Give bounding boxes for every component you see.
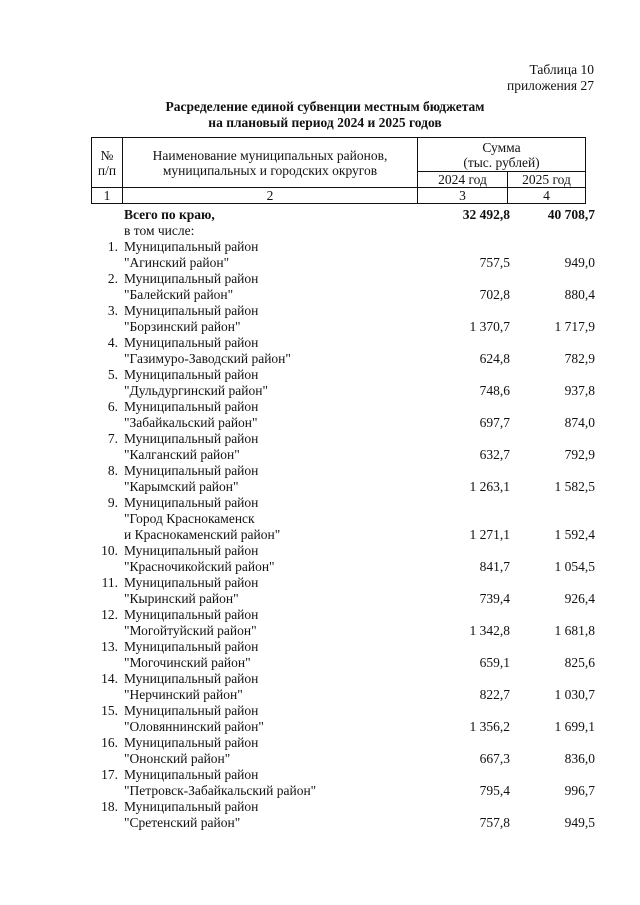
value-2025: 792,9 xyxy=(564,447,595,462)
title-line-2: на плановый период 2024 и 2025 годов xyxy=(208,115,442,130)
value-2025: 1 054,5 xyxy=(554,559,595,574)
document-title xyxy=(95,99,555,131)
value-2025: 825,6 xyxy=(564,655,595,670)
header-name: Наименование муниципальных районов, муниципальных и городских округов xyxy=(123,138,418,188)
row-number: 11. xyxy=(101,575,118,590)
header-2025: 2025 год xyxy=(508,172,586,188)
value-2024: 1 271,1 xyxy=(469,527,510,542)
district-name: Муниципальный район "Сретенский район" xyxy=(124,799,259,830)
district-name: Муниципальный район "Оловяннинский район" xyxy=(124,703,264,734)
header-index-4: 4 xyxy=(508,188,586,204)
value-2024: 748,6 xyxy=(479,383,510,398)
total-2024: 32 492,8 xyxy=(462,207,510,222)
value-2024: 624,8 xyxy=(479,351,510,366)
table-row xyxy=(91,543,596,575)
district-name: Муниципальный район "Красночикойский район" xyxy=(124,543,275,574)
row-number: 15. xyxy=(101,703,118,718)
value-2025: 782,9 xyxy=(564,351,595,366)
value-2024: 795,4 xyxy=(479,783,510,798)
district-name: Муниципальный район "Кыринский район" xyxy=(124,575,259,606)
district-name: Муниципальный район "Балейский район" xyxy=(124,271,259,302)
table-row xyxy=(91,767,596,799)
row-number: 7. xyxy=(107,431,118,446)
district-name: Муниципальный район "Газимуро-Заводский район" xyxy=(124,335,291,366)
value-2024: 1 356,2 xyxy=(469,719,510,734)
district-name: Муниципальный район "Могочинский район" xyxy=(124,639,259,670)
value-2025: 1 699,1 xyxy=(554,719,595,734)
row-number: 4. xyxy=(107,335,118,350)
table-row xyxy=(91,639,596,671)
total-2025: 40 708,7 xyxy=(547,207,595,222)
value-2025: 1 582,5 xyxy=(554,479,595,494)
value-2024: 659,1 xyxy=(479,655,510,670)
table-reference xyxy=(507,62,594,94)
value-2025: 1 717,9 xyxy=(554,319,595,334)
district-name: Муниципальный район "Калганский район" xyxy=(124,431,259,462)
table-row xyxy=(91,703,596,735)
table-row xyxy=(91,271,596,303)
district-name: Муниципальный район "Карымский район" xyxy=(124,463,259,494)
district-name: Муниципальный район "Петровск-Забайкальский район" xyxy=(124,767,317,798)
district-name: Муниципальный район "Ононский район" xyxy=(124,735,259,766)
table-row xyxy=(91,399,596,431)
row-number: 2. xyxy=(107,271,118,286)
including-label: в том числе: xyxy=(124,223,195,238)
value-2025: 1 681,8 xyxy=(554,623,595,638)
row-number: 8. xyxy=(107,463,118,478)
row-number: 3. xyxy=(107,303,118,318)
value-2024: 1 342,8 xyxy=(469,623,510,638)
title-line-1: Расределение единой субвенции местным бюджетам xyxy=(165,99,485,114)
row-number: 14. xyxy=(101,671,118,686)
value-2024: 1 370,7 xyxy=(469,319,510,334)
district-name: Муниципальный район "Могойтуйский район" xyxy=(124,607,259,638)
row-number: 18. xyxy=(101,799,118,814)
table-row xyxy=(91,735,596,767)
value-2025: 996,7 xyxy=(564,783,595,798)
row-number: 12. xyxy=(101,607,118,622)
table-row xyxy=(91,799,596,831)
value-2025: 874,0 xyxy=(564,415,595,430)
value-2025: 926,4 xyxy=(564,591,595,606)
value-2024: 632,7 xyxy=(479,447,510,462)
district-list xyxy=(91,239,596,831)
row-number: 9. xyxy=(107,495,118,510)
row-number: 16. xyxy=(101,735,118,750)
header-index-3: 3 xyxy=(418,188,508,204)
header-2024: 2024 год xyxy=(418,172,508,188)
row-number: 1. xyxy=(107,239,118,254)
value-2024: 757,5 xyxy=(479,255,510,270)
table-row xyxy=(91,575,596,607)
value-2025: 880,4 xyxy=(564,287,595,302)
table-body xyxy=(91,207,596,831)
value-2024: 757,8 xyxy=(479,815,510,830)
value-2024: 667,3 xyxy=(479,751,510,766)
value-2025: 836,0 xyxy=(564,751,595,766)
table-row xyxy=(91,335,596,367)
row-number: 10. xyxy=(101,543,118,558)
district-name: Муниципальный район "Борзинский район" xyxy=(124,303,259,334)
table-header xyxy=(91,137,586,204)
value-2025: 1 592,4 xyxy=(554,527,595,542)
table-row xyxy=(91,495,596,543)
value-2024: 1 263,1 xyxy=(469,479,510,494)
district-name: Муниципальный район "Дульдургинский район" xyxy=(124,367,268,398)
value-2024: 697,7 xyxy=(479,415,510,430)
district-name: Муниципальный район "Нерчинский район" xyxy=(124,671,259,702)
district-name: Муниципальный район "Забайкальский район" xyxy=(124,399,259,430)
value-2025: 949,0 xyxy=(564,255,595,270)
table-row xyxy=(91,463,596,495)
total-row xyxy=(91,207,596,223)
value-2024: 822,7 xyxy=(479,687,510,702)
table-row xyxy=(91,367,596,399)
value-2024: 702,8 xyxy=(479,287,510,302)
district-name: Муниципальный район "Агинский район" xyxy=(124,239,259,270)
header-sum: Сумма (тыс. рублей) xyxy=(418,138,586,172)
header-index-1: 1 xyxy=(92,188,123,204)
value-2025: 937,8 xyxy=(564,383,595,398)
table-row xyxy=(91,671,596,703)
table-row xyxy=(91,303,596,335)
district-name: Муниципальный район "Город Краснокаменск и Краснокаменский район" xyxy=(124,495,281,542)
appendix-number: приложения 27 xyxy=(506,78,594,93)
row-number: 13. xyxy=(101,639,118,654)
table-number: Таблица 10 xyxy=(529,62,594,77)
value-2024: 841,7 xyxy=(479,559,510,574)
value-2025: 1 030,7 xyxy=(554,687,595,702)
table-row xyxy=(91,239,596,271)
table-row xyxy=(91,607,596,639)
value-2024: 739,4 xyxy=(479,591,510,606)
row-number: 17. xyxy=(101,767,118,782)
header-number: № п/п xyxy=(92,138,123,188)
row-number: 6. xyxy=(107,399,118,414)
table-row xyxy=(91,431,596,463)
total-label: Всего по краю, xyxy=(124,207,215,222)
value-2025: 949,5 xyxy=(564,815,595,830)
row-number: 5. xyxy=(107,367,118,382)
header-index-2: 2 xyxy=(123,188,418,204)
